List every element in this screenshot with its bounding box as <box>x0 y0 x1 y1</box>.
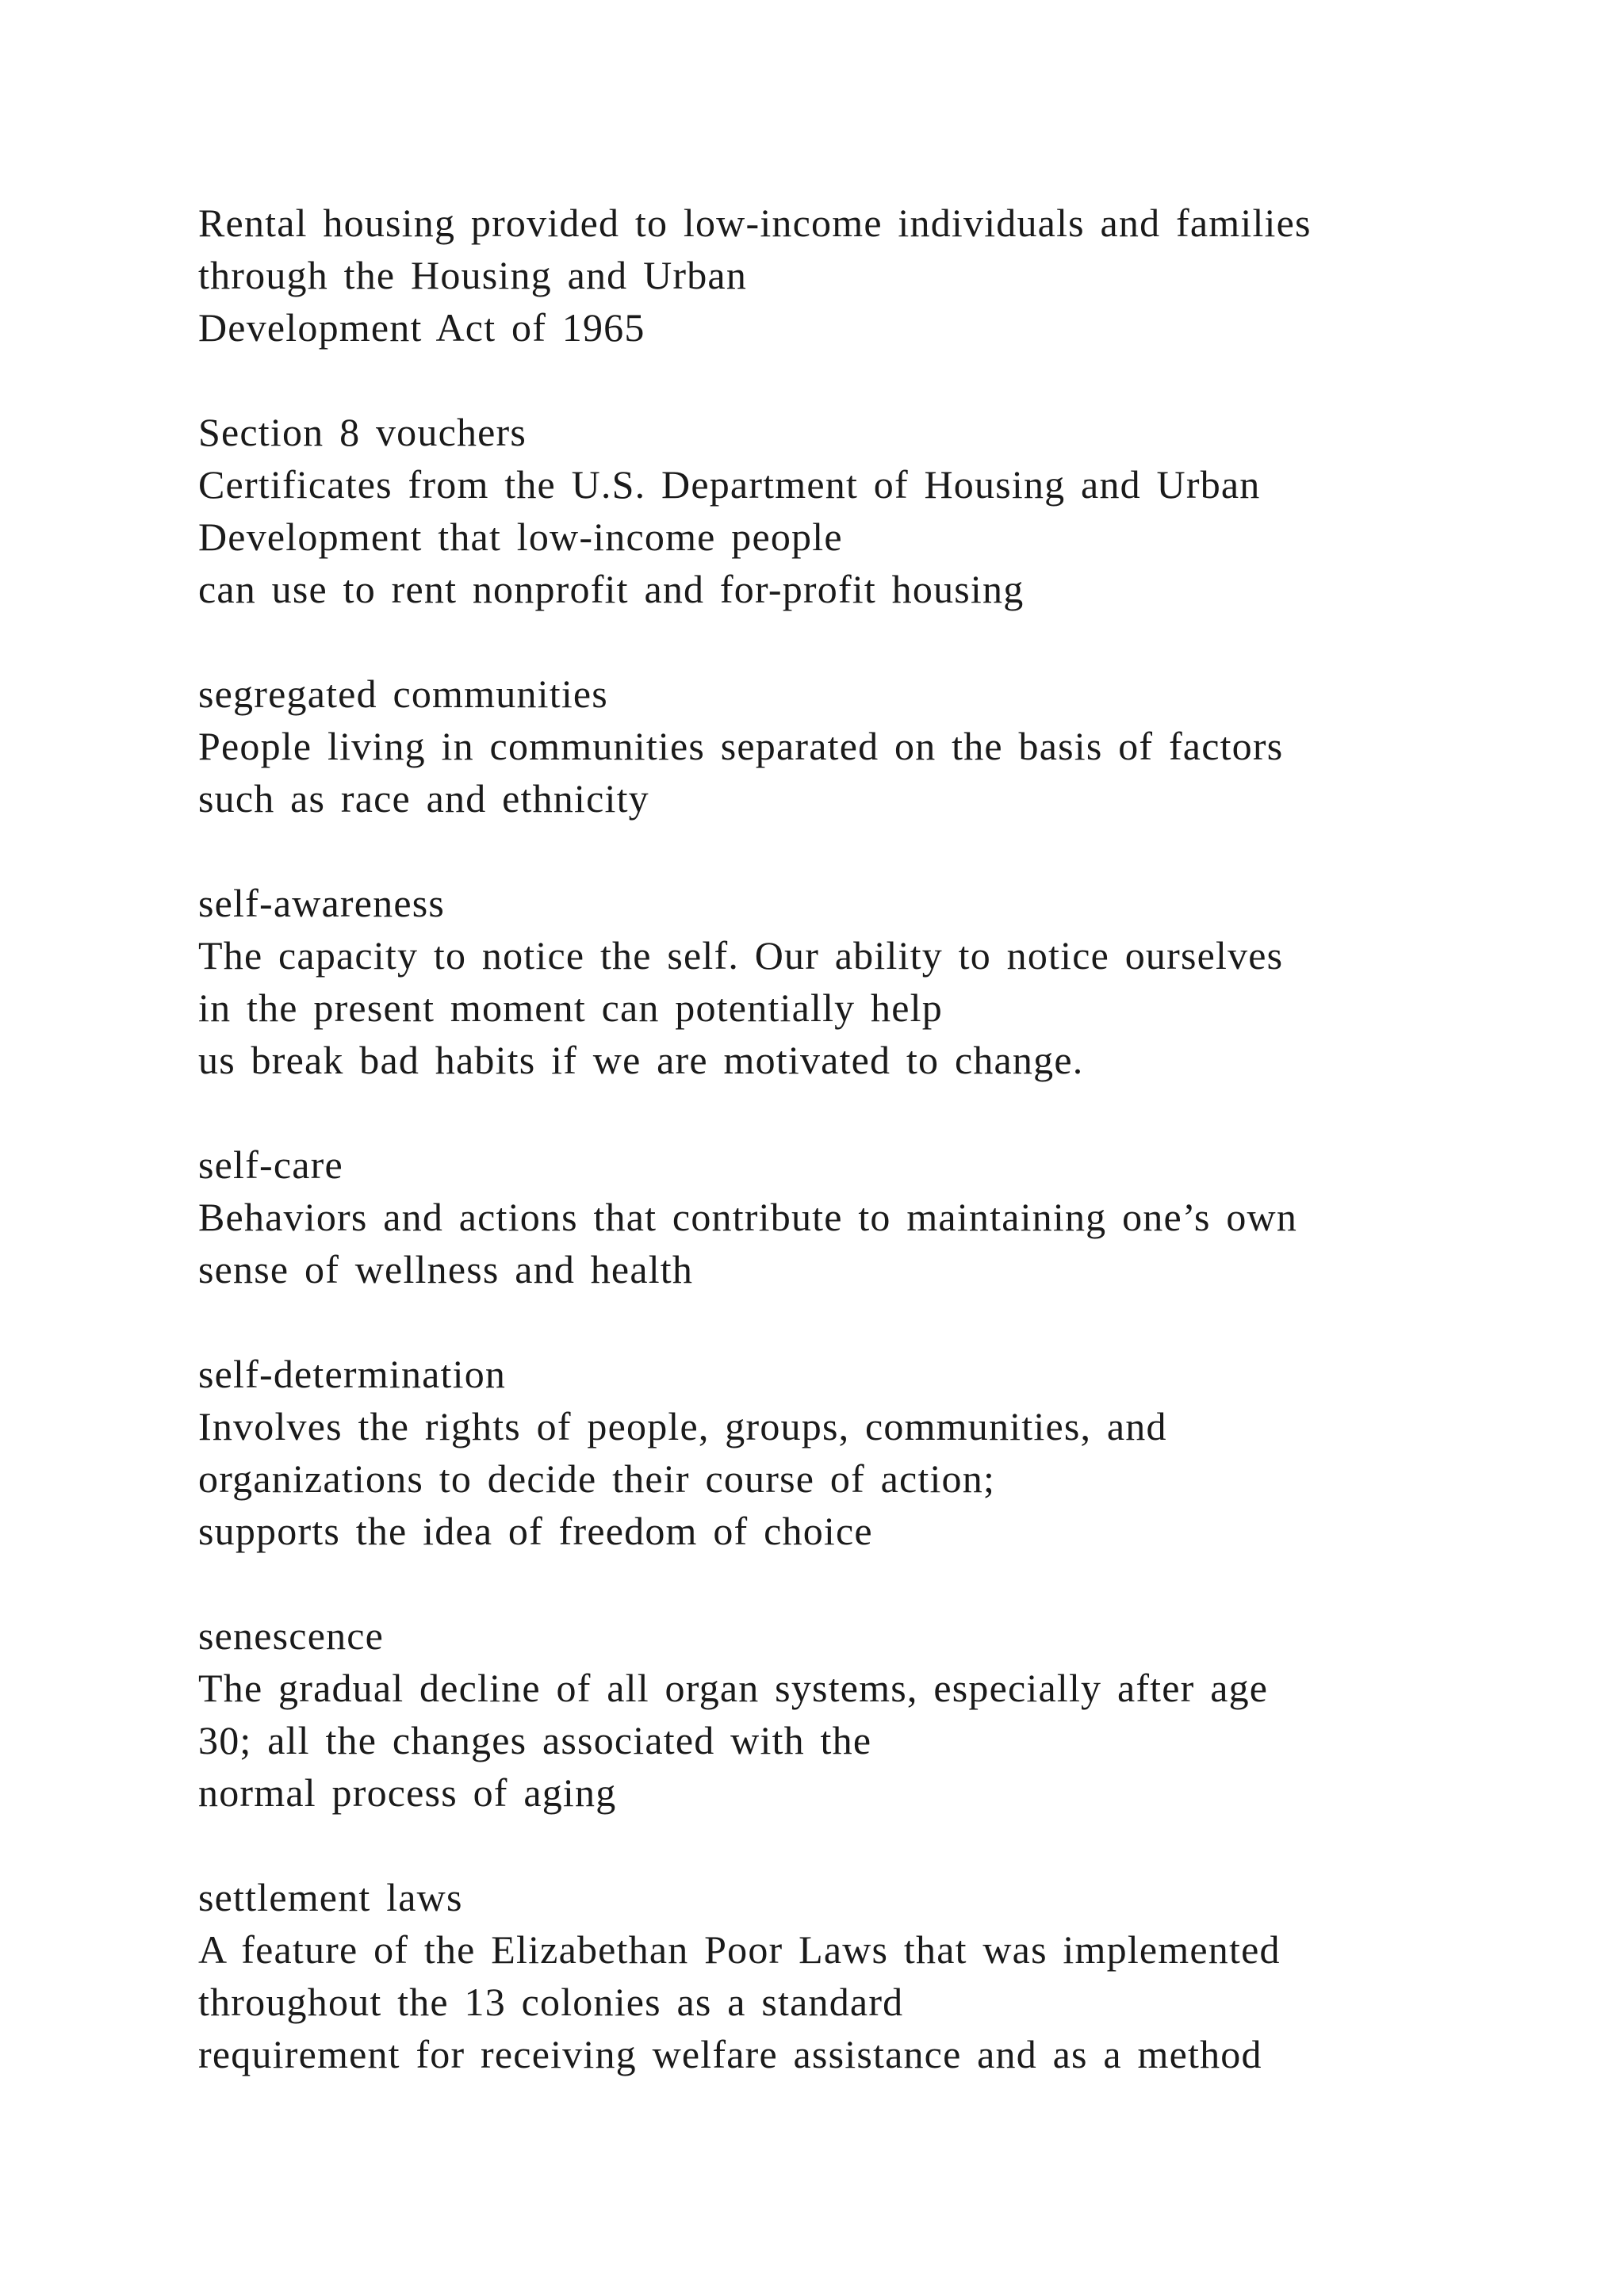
definition-line: throughout the 13 colonies as a standard <box>198 1980 904 2024</box>
definition-line: 30; all the changes associated with the <box>198 1718 872 1762</box>
glossary-term: senescence <box>198 1613 385 1658</box>
glossary-term: self-determination <box>198 1352 507 1396</box>
intro-definition <box>198 197 1546 354</box>
glossary-entry-section-8-vouchers <box>198 406 1546 615</box>
definition-line: sense of wellness and health <box>198 1247 694 1292</box>
glossary-entry-segregated-communities <box>198 668 1546 825</box>
definition-line: such as race and ethnicity <box>198 776 649 821</box>
definition-line: through the Housing and Urban <box>198 253 748 297</box>
glossary-term: self-care <box>198 1142 343 1187</box>
definition-line: in the present moment can potentially help <box>198 985 943 1030</box>
definition-line: The capacity to notice the self. Our ability to notice ourselves <box>198 933 1284 978</box>
definition-line: can use to rent nonprofit and for-profit housing <box>198 567 1025 611</box>
definition-line: normal process of aging <box>198 1770 617 1815</box>
glossary-entry-self-care <box>198 1138 1546 1295</box>
glossary-entry-self-awareness <box>198 877 1546 1086</box>
definition-line: Involves the rights of people, groups, communities, and <box>198 1404 1167 1448</box>
definition-line: A feature of the Elizabethan Poor Laws that was implemented <box>198 1927 1281 1972</box>
glossary-term: Section 8 vouchers <box>198 410 527 454</box>
definition-line: requirement for receiving welfare assistance and as a method <box>198 2032 1262 2076</box>
glossary-term: segregated communities <box>198 672 608 716</box>
glossary-entry-senescence <box>198 1609 1546 1819</box>
definition-line: Development that low-income people <box>198 515 843 559</box>
definition-line: supports the idea of freedom of choice <box>198 1509 873 1553</box>
definition-line: Behaviors and actions that contribute to maintaining one’s own <box>198 1195 1298 1239</box>
glossary-term: self-awareness <box>198 881 446 925</box>
glossary-entry-self-determination <box>198 1348 1546 1557</box>
definition-line: us break bad habits if we are motivated to change. <box>198 1038 1084 1082</box>
definition-line: Certificates from the U.S. Department of Housing and Urban <box>198 462 1261 507</box>
definition-line: Rental housing provided to low-income individuals and families <box>198 201 1312 245</box>
definition-line: The gradual decline of all organ systems, especially after age <box>198 1666 1269 1710</box>
definition-line: People living in communities separated on the basis of factors <box>198 724 1284 768</box>
definition-line: Development Act of 1965 <box>198 305 645 350</box>
glossary-term: settlement laws <box>198 1875 463 1919</box>
glossary-content <box>198 197 1546 2080</box>
definition-line: organizations to decide their course of action; <box>198 1456 996 1501</box>
glossary-entry-settlement-laws <box>198 1871 1546 2080</box>
